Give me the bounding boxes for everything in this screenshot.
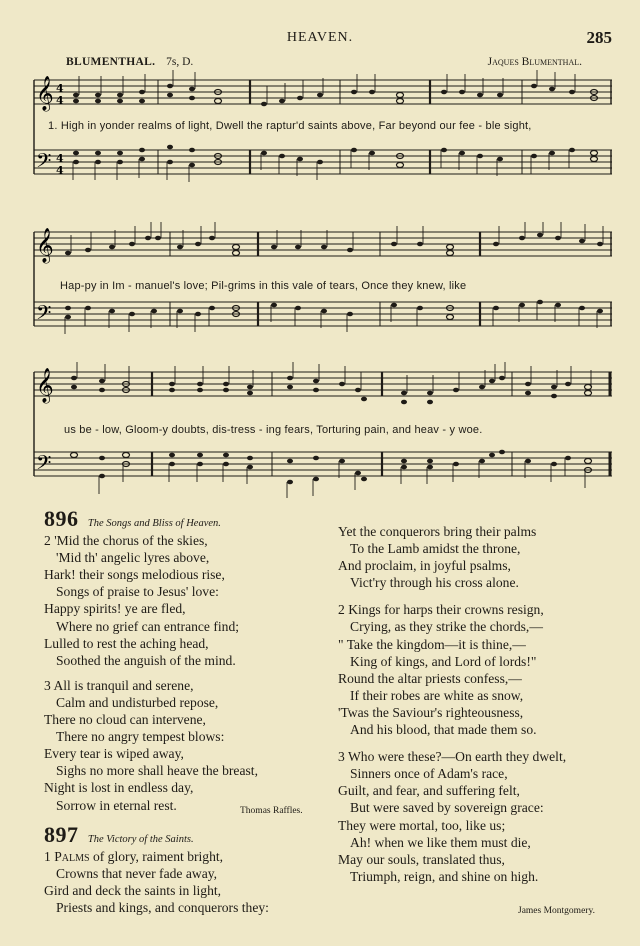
hymn-896 [44,506,334,814]
author-credit: James Montgomery. [518,906,595,916]
verse-line: Hark! their songs melodious rise, [44,567,225,583]
verse-line: Crying, as they strike the chords,— [350,619,543,635]
music-system-1 [28,70,614,202]
verse-line: And proclaim, in joyful psalms, [338,558,511,574]
author-credit: Thomas Raffles. [240,806,303,816]
verse-line: May our souls, translated thus, [338,851,505,867]
svg-text:4: 4 [56,152,64,165]
verse-line: 1 Palms of glory, raiment bright, [44,849,224,865]
tune-name: BLUMENTHAL. [66,56,156,68]
hymn-subtitle: The Victory of the Saints. [87,834,194,845]
svg-text:𝄢: 𝄢 [36,451,52,479]
verse-line: Yet the conquerors bring their palms [338,524,537,539]
verse-line: Happy spirits! ye are fled, [44,601,186,617]
hymn-subtitle: The Songs and Bliss of Heaven. [87,518,221,529]
drop-word: Palms [54,849,90,865]
verse-line: Songs of praise to Jesus' love: [56,584,219,600]
page-number: 285 [586,28,612,47]
verse-line: Vict'ry through his cross alone. [350,575,519,591]
verse-line: If their robes are white as snow, [350,687,524,703]
svg-text:4: 4 [56,164,64,177]
tune-meter: 7s, D. [166,56,194,68]
svg-text:4: 4 [56,82,64,95]
lyric-line-1: 1. High in yonder realms of light, Dwell the raptur'd saints above, Far beyond our fee - ble sight, [48,120,532,132]
section-title: HEAVEN. [286,30,354,45]
verse-line: 3 Who were these?—On earth they dwelt, [338,749,567,765]
hymn-number: 896 [44,506,79,531]
stanza-1-continued [338,523,628,591]
verse-line: To the Lamb amidst the throne, [350,541,521,557]
lyric-line-3: us be - low, Gloom-y doubts, dis-tress - ing fears, Torturing pain, and heav - y woe. [64,424,483,436]
svg-text:𝄞: 𝄞 [36,228,54,263]
verse-line: But were saved by sovereign grace: [350,800,544,816]
verse-line: Round the altar priests confess,— [338,670,522,686]
music-notation [28,70,614,202]
hymn-897-continued [338,523,628,885]
verse-line: Sighs no more shall heave the breast, [56,763,258,779]
verse-line: Priests and kings, and conquerors they: [56,900,269,916]
stanza-3 [338,748,628,885]
svg-text:𝄢: 𝄢 [36,301,52,329]
hymn-heading [44,506,334,532]
verse-line: Guilt, and fear, and suffering felt, [338,783,520,799]
verse-line: And his blood, that made them so. [350,722,537,738]
verse-line: Lulled to rest the aching head, [44,635,209,651]
music-system-2 [28,222,614,352]
verse-line-rest: of glory, raiment bright, [89,849,224,865]
verse-line: King of kings, and Lord of lords!" [350,653,537,669]
verse-line: 'Mid th' angelic lyres above, [56,550,210,566]
verse-line: Where no grief can entrance find; [56,618,240,634]
verse-line: 'Twas the Saviour's righteousness, [338,704,524,720]
verse-line: 2 'Mid the chorus of the skies, [44,533,208,549]
hymn-897 [44,822,334,916]
verse-line: Soothed the anguish of the mind. [56,652,236,668]
svg-text:𝄞: 𝄞 [36,368,54,403]
verse-line: 2 Kings for harps their crowns resign, [338,602,544,618]
verse-line: Sorrow in eternal rest. [56,797,177,813]
stanza-3 [44,677,334,814]
verse-line: Night is lost in endless day, [44,780,194,796]
composer-credit: Jaques Blumenthal. [487,56,582,68]
verse-line: 3 All is tranquil and serene, [44,677,194,693]
stanza-2 [338,601,628,738]
verse-line: Triumph, reign, and shine on high. [350,868,539,884]
verse-line: There no angry tempest blows: [56,729,225,745]
music-system-3 [28,362,614,502]
verse-line: Calm and undisturbed repose, [56,694,219,710]
verse-line: They were mortal, too, like us; [338,817,506,833]
lyric-line-2: Hap-py in Im - manuel's love; Pil-grims in this vale of tears, Once they knew, like [60,280,467,292]
stanza-2 [44,532,334,669]
verse-line: Sinners once of Adam's race, [350,766,508,782]
svg-text:𝄢: 𝄢 [36,149,52,177]
verse-line: Every tear is wiped away, [44,746,184,762]
page-header [0,30,640,50]
verse-line: Crowns that never fade away, [56,866,218,882]
hymn-heading [44,822,334,848]
verse-line: Ah! when we like them must die, [350,834,531,850]
hymn-number: 897 [44,822,79,847]
verse-line: " Take the kingdom—it is thine,— [338,636,526,652]
verse-line: There no cloud can intervene, [44,712,206,728]
svg-text:4: 4 [56,94,64,107]
svg-text:𝄞: 𝄞 [36,76,54,111]
verse-line: Gird and deck the saints in light, [44,883,222,899]
